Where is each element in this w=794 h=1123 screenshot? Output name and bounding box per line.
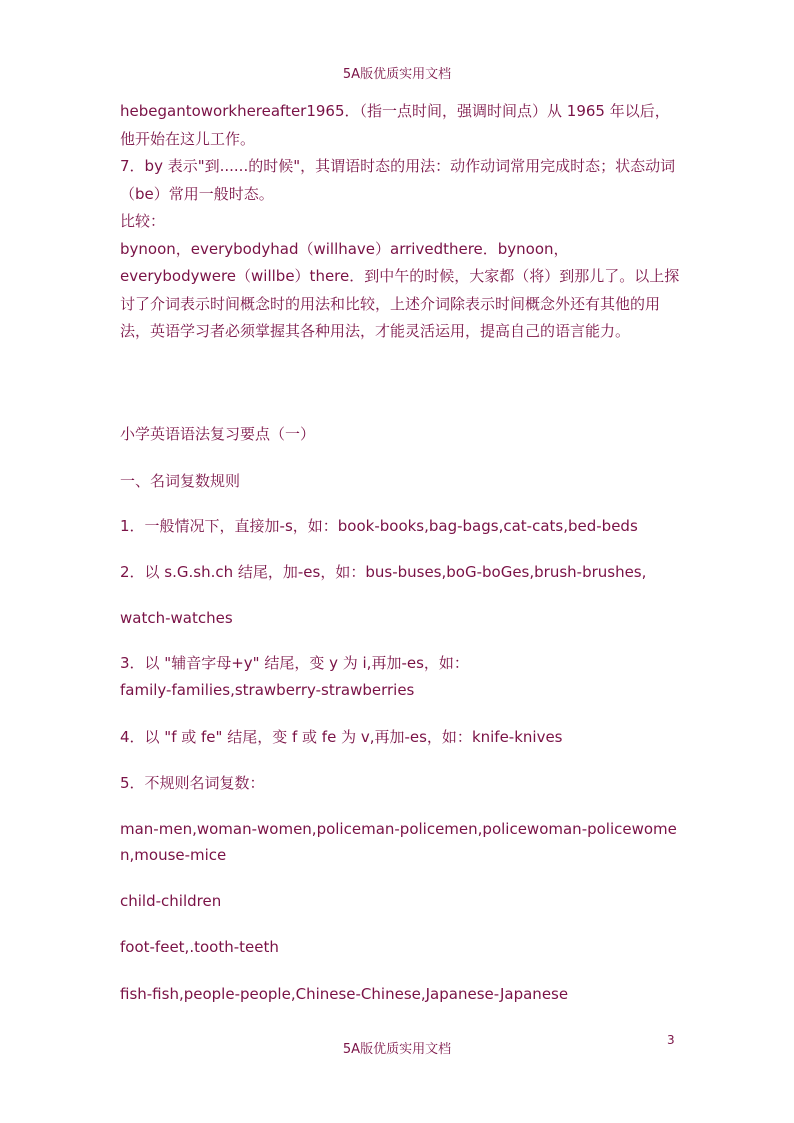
rule-1: 1．一般情况下，直接加-s，如：book-books,bag-bags,cat-cats,bed-beds <box>120 517 638 535</box>
page-footer: 5A版优质实用文档 <box>342 1042 452 1057</box>
section-heading: 一、名词复数规则 <box>120 472 241 490</box>
section-title: 小学英语语法复习要点（一） <box>120 425 316 443</box>
rule-2: 2．以 s.G.sh.ch 结尾，加-es，如：bus-buses,boG-boGes,brush-brushes, <box>120 563 647 581</box>
irregular-plurals-3: foot-feet,.tooth-teeth <box>120 938 279 956</box>
rule-4: 4．以 "f 或 fe" 结尾，变 f 或 fe 为 v,再加-es，如：knife-knives <box>120 728 563 746</box>
page-header: 5A版优质实用文档 <box>342 67 452 82</box>
rule-3: 3．以 "辅音字母+y" 结尾，变 y 为 i,再加-es，如： <box>120 654 469 672</box>
irregular-plurals-4: fish-fish,people-people,Chinese-Chinese,Japanese-Japanese <box>120 985 569 1003</box>
rule-3-continued: family-families,strawberry-strawberries <box>120 681 415 699</box>
rule-5: 5．不规则名词复数： <box>120 774 265 792</box>
irregular-plurals-1: man-men,woman-women,policeman-policemen,policewoman-policewomen,mouse-mice <box>120 820 677 864</box>
intro-paragraph-2: 7．by 表示"到......的时候"，其谓语时态的用法：动作动词常用完成时态；状态动词（be）常用一般时态。 <box>120 157 676 203</box>
intro-paragraph-1: hebegantoworkhereafter1965．（指一点时间，强调时间点）从 1965 年以后，他开始在这儿工作。 <box>120 102 670 148</box>
irregular-plurals-2: child-children <box>120 892 222 910</box>
rule-2-continued: watch-watches <box>120 609 233 627</box>
intro-block <box>120 98 680 346</box>
intro-paragraph-4: bynoon，everybodyhad（willhave）arrivedthere．bynoon，everybodywere（willbe）there．到中午的时候，大家都（将）到那儿了。以上探讨了介词表示时间概念时的用法和比较，上述介词除表示时间概念外还有其他的用法，英语学习者必须掌握其各种用法，才能灵活运用，提高自己的语言能力。 <box>120 239 680 340</box>
page-number: 3 <box>667 1033 675 1047</box>
intro-paragraph-3: 比较： <box>120 212 166 230</box>
